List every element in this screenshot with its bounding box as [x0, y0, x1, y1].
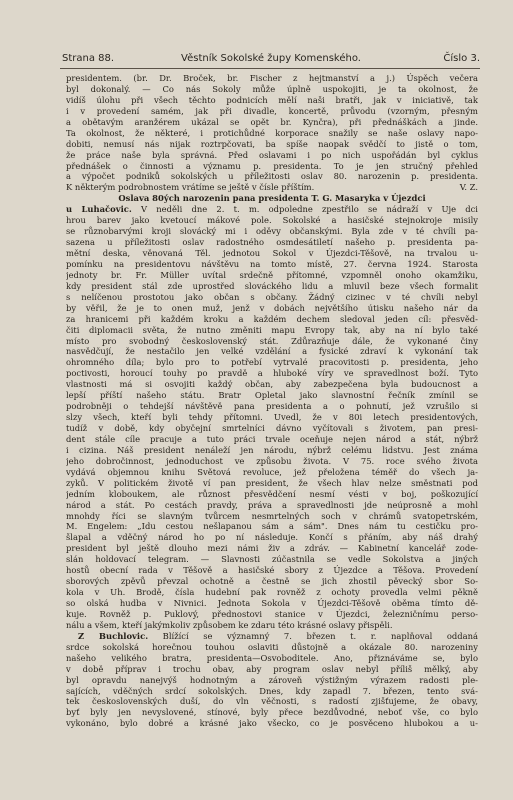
text-line: kuje. Rovněž p. Puklový, přednostovi stanice v Újezdci, železničnímu perso- — [66, 608, 478, 619]
text-line-content: Blížící se významný 7. březen t. r. naplňoval oddaná — [148, 630, 478, 641]
text-line: jeho dobročinnost, jednoduchost ve způsobu života. V 75. roce svého života — [66, 455, 478, 466]
text-line: slzy všech, kteří byli tehdy přítomni. Uvedl, že v 80i letech presidentových, — [66, 412, 478, 423]
text-line: mnohdy říci se slavným tvůrcem nesmrtelných soch v chrámů svatopetrském, — [66, 510, 478, 521]
author-initials: V. Z. — [459, 182, 478, 193]
text-line: hostů obecní rada v Těšově a hasičské sbory z Újezdce a Těšova. Provedení — [66, 565, 478, 576]
text-line: čiti diplomacii světa, že nutno změniti mapu Evropy tak, aby na ní bylo také — [66, 324, 478, 335]
text-line: se různobarvými kroji slovácký mi i oděvy občanskými. Byla zde v té chvíli pa- — [66, 226, 478, 237]
text-line: M. Engelem: „Idu cestou nešlapanou sám a sám". Dnes nám tu cestičku pro- — [66, 521, 478, 532]
text-line — [66, 204, 478, 215]
text-line: pomínku na presidentovu návštěvu na tomto místě, 27. června 1924. Starosta — [66, 258, 478, 269]
text-line: kola v Uh. Brodě, čísla hudební pak rovněž z ochoty provedla velmi pěkně — [66, 587, 478, 598]
text-line: ohromného díla; bylo pro to potřebí vytrvalé pracovitosti p. presidenta, jeho — [66, 357, 478, 368]
text-line: vidíš úlohu při všech těchto podnicích mělí naši bratři, jak v iniciativě, tak — [66, 94, 478, 105]
text-line: sazena u příležitosti oslav radostného osmdesátiletí našeho p. presidenta pa- — [66, 237, 478, 248]
header-rule — [60, 68, 480, 69]
text-line: president byl ještě dlouho mezi námi živ a zdráv. — Kabinetní kancelář zode- — [66, 543, 478, 554]
page-number: Strana 88. — [62, 53, 115, 64]
text-line: nálu a všem, kteří jakýmkoliv způsobem ke zdaru této krásné oslavy přispěli. — [66, 619, 393, 630]
text-line: Ta okolnost, že některé, i protichůdné korporace snažily se naše oslavy napo- — [66, 127, 478, 138]
text-line — [66, 631, 478, 642]
text-line-content: V neděli dne 2. t. m. odpoledne zpestřilo se nádraží v Uje dci — [131, 204, 478, 215]
text-line: že práce naše byla správná. Před oslavami i po nich uspořádán byl cyklus — [66, 149, 478, 160]
section-lead: u Luhačovic. — [66, 204, 132, 215]
journal-title: Věstník Sokolské župy Komenského. — [181, 53, 361, 64]
text-line: presidentem. (br. Dr. Broček, br. Fischer z hejtmanství a j.) Úspěch večera — [66, 73, 478, 83]
text-line: by věřil, že je to onen muž, jenž v dobách největšího útisku našeho nár da — [66, 302, 478, 313]
text-line-content: K některým podrobnostem vrátíme se ještě v čísle příštím. — [66, 182, 315, 193]
text-line: vykonáno, bylo dobré a krásné jako všecko, co je posvěceno hlubokou a u- — [66, 718, 478, 729]
text-line: dent stále cíle pracuje a tuto práci trvale oceňuje nejen národ a stát, nýbrž — [66, 433, 478, 444]
text-line: a obětavým aranžérem ukázal se opět br. Kynčra), při přednáškách a jinde. — [66, 116, 478, 127]
text-line: podrobněji o tehdejší návštěvě pana presidenta a o pohnutí, jež vzrušilo si — [66, 401, 478, 412]
text-line: sajících, vděčných srdcí sokolských. Dnes, kdy zapadl 7. březen, tento svá- — [66, 685, 478, 696]
text-line: lepší příští našeho státu. Bratr Opletal jako slavnostní řečník zmínil se — [66, 390, 478, 401]
section-lead: Z Buchlovic. — [78, 630, 149, 641]
text-line: přednášek o činnosti a významu p. presidenta. To je jen stručný přehled — [66, 160, 478, 171]
text-line: vydává objemnou knihu Světová revoluce, jež přeložena téměř do všech ja- — [66, 466, 478, 477]
text-line: byť byly jen nevyslovené, stínové, byly přece bezdůvodné, neboť vše, co bylo — [66, 707, 478, 718]
text-line: tudíž v době, kdy obyčejní smrtelníci dávno vyčítovali s životem, pan presi- — [66, 423, 478, 433]
text-line — [66, 182, 478, 193]
text-line: jednoty br. Fr. Müller uvítal srdečně přítomné, vzpomněl onoho okamžiku, — [66, 269, 478, 280]
text-line: i cizina. Náš president nenáleží jen národu, nýbrž celému lidstvu. Jest známa — [66, 444, 478, 455]
text-line: místo pro svobodný československý stát. Zdůrazňuje dále, že vykonané činy — [66, 335, 478, 346]
text-line: jedním kloboukem, ale různost přesvědčení nesmí vésti v boj, poškozující — [66, 488, 478, 499]
article-body — [66, 73, 478, 729]
text-line: sborových zpěvů převzal ochotně a čestně se jich zhostil pěvecký sbor So- — [66, 576, 478, 587]
text-line: našeho velikého bratra, presidenta—Osvoboditele. Ano, přiznáváme se, bylo — [66, 652, 478, 663]
text-line: tek československých duší, do vln věčnosti, s radostí zjišťujeme, že obavy, — [66, 696, 478, 707]
text-line: v době příprav i trochu obav, aby program oslav nebyl příliš mělký, aby — [66, 663, 478, 674]
text-line: Oslava 80ých narozenin pana presidenta T. G. Masaryka v Újezdci — [118, 193, 426, 204]
text-line: srdce sokolská horečnou touhou oslaviti důstojně a okázale 80. narozeniny — [66, 641, 478, 652]
text-line: šlapal a vděčný národ ho po ní následuje. Končí s přáním, aby náš drahý — [66, 532, 478, 543]
text-line: s nelíčenou prostotou jako občan s občany. Žádný cizinec v té chvíli nebyl — [66, 291, 478, 302]
text-line: a výpočet podniků sokolských u příležitosti oslav 80. narozenin p. presidenta. — [66, 171, 478, 182]
text-line: i v provedení samém, jak při divadle, koncertě, průvodu (vzorným, přesným — [66, 105, 478, 116]
text-line: zyků. V politickém životě ví pan president, že všech hlav nelze směstnati pod — [66, 477, 478, 488]
text-line: dobiti, nemusí nás nijak roztrpčovati, ba spíše naopak svědčí to jistě o tom, — [66, 138, 478, 149]
text-line: vlastnosti má si osvojiti každý občan, aby zabezpečena byla budoucnost a — [66, 379, 478, 390]
issue-number: Číslo 3. — [443, 53, 480, 64]
text-line: so olská hudba v Nivnici. Jednota Sokola v Újezdci-Těšově oběma tímto dě- — [66, 598, 478, 608]
text-line: národ a stát. Po cestách pravdy, práva a spravedlnosti jde neúprosně a mohl — [66, 499, 478, 510]
text-line: slán holdovací telegram. — Slavnosti zúčastnila se vedle Sokolstva a jiných — [66, 554, 478, 565]
text-line: mětní deska, věnovaná Těl. jednotou Sokol v Újezdci-Těšově, na trvalou u- — [66, 248, 478, 258]
text-line: za hranicemi při každém kroku a každém dechem sledoval jeden cíl: přesvěd- — [66, 313, 478, 324]
text-line: kdy president stál zde uprostřed slováckého lidu a mluvil beze všech formalit — [66, 280, 478, 291]
text-line: byl dokonalý. — Co nás Sokoly může úplně uspokojiti, je ta okolnost, že — [66, 83, 478, 94]
text-line: nasvědčují, že nestačilo jen velké vzdělání a fysické zdraví k vykonání tak — [66, 346, 478, 357]
text-line: byl opravdu nanejvýš hodnotným a zároveň výstižným výrazem radosti ple- — [66, 674, 478, 685]
text-line: poctivosti, horoucí touhy po pravdě a hluboké víry ve spravedlnost boží. Tyto — [66, 368, 478, 379]
text-line: hrou barev jako kvetoucí mákové pole. Sokolské a hasičské stejnokroje misily — [66, 215, 478, 226]
